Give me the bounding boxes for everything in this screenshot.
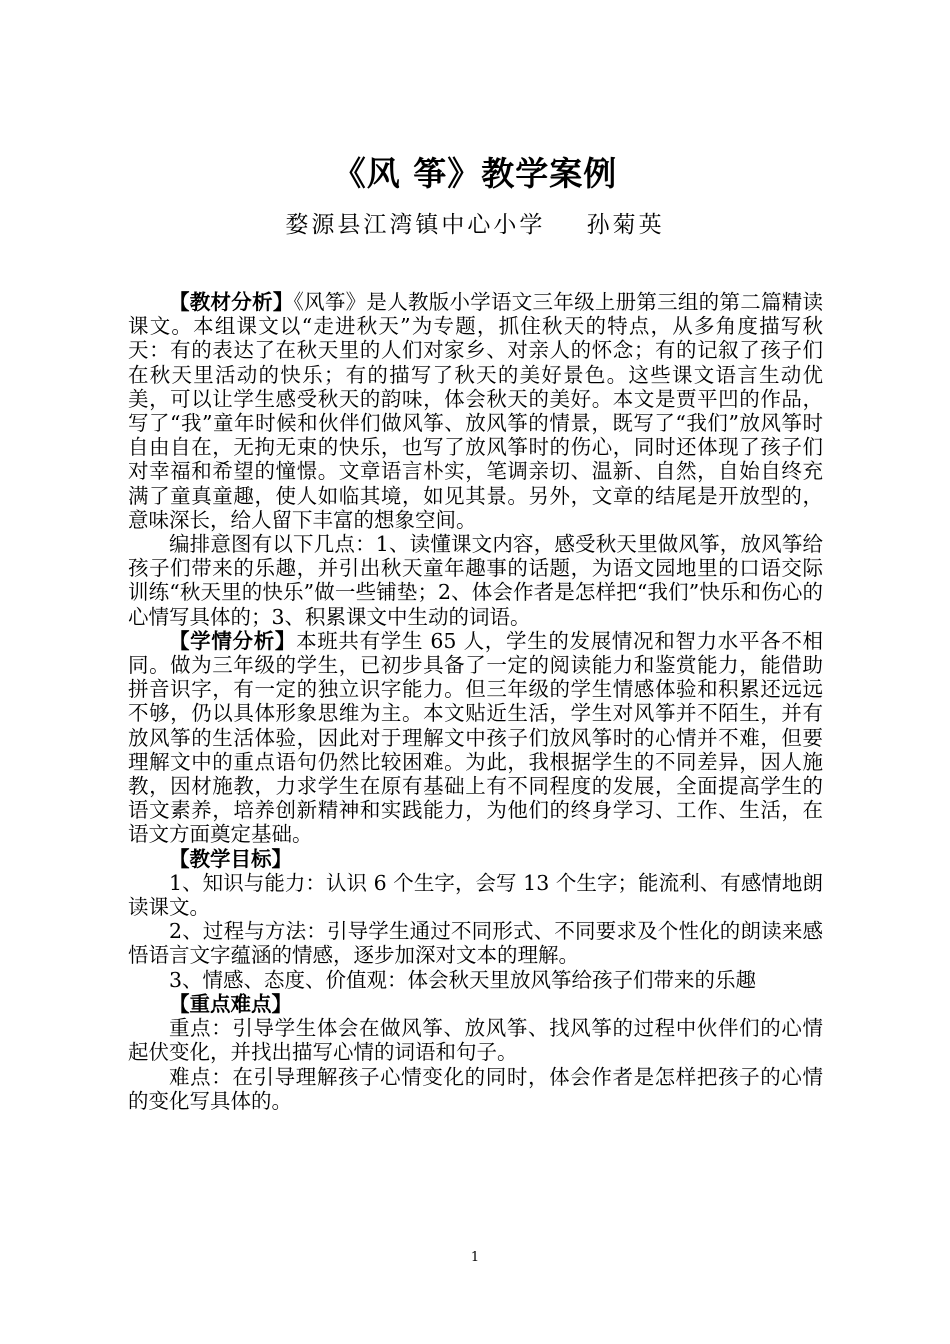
section-student-analysis [128, 629, 823, 847]
section-text: 编排意图有以下几点：1、读懂课文内容，感受秋天里做风筝，放风筝给孩子们带来的乐趣，并引出秋天童年趣事的话题，为语文园地里的口语交际训练“秋天里的快乐”做一些铺垫；2、体会作者是怎样把“我们”快乐和伤心的心情写具体的；3、积累课文中生动的词语。 [128, 532, 823, 629]
document-body [128, 290, 823, 1113]
goal-text: 1、知识与能力：认识 6 个生字，会写 13 个生字；能流利、有感情地朗读课文。 [128, 870, 823, 920]
difficulty-text: 难点：在引导理解孩子心情变化的同时，体会作者是怎样把孩子的心情的变化写具体的。 [128, 1064, 823, 1113]
section-heading: 【学情分析】 [169, 628, 297, 653]
goal-item-2 [128, 919, 823, 967]
section-textbook-analysis [128, 290, 823, 532]
document-title: 《风 筝》教学案例 [332, 154, 618, 193]
key-point-text: 重点：引导学生体会在做风筝、放风筝、找风筝的过程中伙伴们的心情起伏变化，并找出描写心情的词语和句子。 [128, 1016, 823, 1065]
section-text: 本班共有学生 65 人，学生的发展情况和智力水平各不相同。做为三年级的学生，已初步具备了一定的阅读能力和鉴赏能力，能借助拼音识字，有一定的独立识字能力。但三年级的学生情感体验和积累还远远不够，仍以具体形象思维为主。本文贴近生活，学生对风筝并不陌生，并有放风筝的生活体验，因此对于理解文中孩子们放风筝时的心情并不难，但要理解文中的重点语句仍然比较困难。为此，我根据学生的不同差异，因人施教，因材施教，力求学生在原有基础上有不同程度的发展，全面提高学生的语文素养，培养创新精神和实践能力，为他们的终身学习、工作、生活，在语文方面奠定基础。 [128, 628, 823, 847]
goal-text: 2、过程与方法：引导学生通过不同形式、不同要求及个性化的朗读来感悟语言文字蕴涵的情感，逐步加深对文本的理解。 [128, 919, 823, 968]
goal-text: 3、情感、态度、价值观：体会秋天里放风筝给孩子们带来的乐趣 [169, 967, 757, 992]
section-heading: 【重点难点】 [169, 991, 292, 1016]
section-text: 《风筝》是人教版小学语文三年级上册第三组的第二篇精读课文。本组课文以“走进秋天”为专题，抓住秋天的特点，从多角度描写秋天：有的表达了在秋天里的人们对家乡、对亲人的怀念；有的记叙了孩子们在秋天里活动的快乐；有的描写了秋天的美好景色。这些课文语言生动优美，可以让学生感受秋天的韵味，体会秋天的美好。本文是贾平凹的作品，写了“我”童年时候和伙伴们做风筝、放风筝的情景，既写了“我们”放风筝时自由自在，无拘无束的快乐，也写了放风筝时的伤心，同时还体现了孩子们对幸福和希望的憧憬。文章语言朴实，笔调亲切、温新、自然，自始自终充满了童真童趣，使人如临其境，如见其景。另外，文章的结尾是开放型的，意味深长，给人留下丰富的想象空间。 [128, 290, 824, 532]
page-number: 1 [470, 1250, 480, 1265]
section-teaching-goals [128, 847, 823, 871]
key-point-item [128, 1016, 823, 1064]
author-byline: 婺源县江湾镇中心小学 孙菊英 [285, 212, 665, 238]
section-arrangement-intent [128, 532, 823, 629]
goal-item-1 [128, 871, 823, 919]
section-heading: 【教材分析】 [169, 290, 294, 314]
section-heading: 【教学目标】 [169, 846, 292, 871]
goal-item-3 [128, 968, 823, 992]
section-key-points [128, 992, 823, 1016]
difficulty-item [128, 1065, 823, 1113]
